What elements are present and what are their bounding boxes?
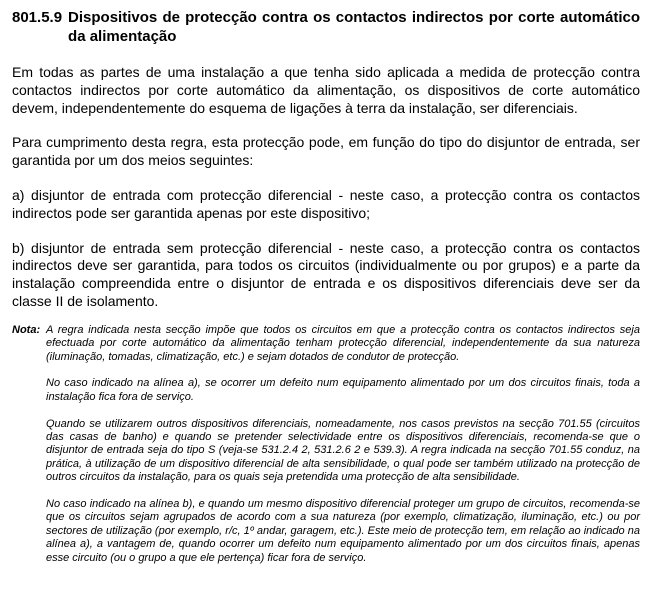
list-item-b: b) disjuntor de entrada sem protecção diferencial - neste caso, a protecção contra os contactos indirectos deve ser garantida, para todos os circuitos (individualmente ou por grupos) e a parte da instalação compreendida entre o disjuntor de entrada e os dispositivos diferenciais deve ser da classe II de isolamento.: [12, 239, 640, 309]
section-number: 801.5.9: [12, 9, 63, 26]
note-paragraph: Quando se utilizarem outros dispositivos diferenciais, nomeadamente, nos casos previstos na secção 701.55 (circuitos das casas de banho) e quando se pretender selectividade entre os dispositivos diferenciais, recomenda-se que o disjuntor de entrada seja do tipo S (veja-se 531.2.4 2, 531.2.6 2 e 539.3). A regra indicada na secção 701.55 conduz, na prática, à utilização de um dispositivo diferencial de alta sensibilidade, o qual pode ser também utilizado na protecção de outros circuitos da instalação, para os quais seja pretendida uma protecção de alta sensibilidade.: [46, 417, 640, 484]
note-paragraph: No caso indicado na alínea b), e quando um mesmo dispositivo diferencial proteger um grupo de circuitos, recomenda-se que os circuitos sejam agrupados de acordo com a sua natureza (por exemplo, climatização, iluminação, etc.) ou por sectores de utilização (por exemplo, r/c, 1º andar, garagem, etc.). Este meio de protecção tem, em relação ao indicado na alínea a), a vantagem de, quando ocorrer um defeito num equipamento alimentado por um dos circuitos finais, apenas esse circuito (ou o grupo a que ele pertença) ficar fora de serviço.: [46, 498, 640, 564]
section-title: Dispositivos de protecção contra os contactos indirectos por corte automático da alimentação: [68, 9, 640, 45]
note-block: [12, 324, 640, 565]
note-paragraph: No caso indicado na alínea a), se ocorrer um defeito num equipamento alimentado por um dos circuitos finais, toda a instalação fica fora de serviço.: [46, 377, 640, 403]
body-paragraph: Em todas as partes de uma instalação a que tenha sido aplicada a medida de protecção contra contactos indirectos por corte automático da alimentação, os dispositivos de corte automático devem, independentemente do esquema de ligações à terra da instalação, ser diferenciais.: [12, 64, 640, 116]
list-item-a: a) disjuntor de entrada com protecção diferencial - neste caso, a protecção contra os contactos indirectos pode ser garantida apenas por este dispositivo;: [12, 186, 640, 221]
section-heading: [12, 8, 640, 46]
note-body: [46, 324, 640, 565]
document-page: [12, 8, 640, 565]
note-paragraph: A regra indicada nesta secção impõe que todos os circuitos em que a protecção contra os contactos indirectos seja efectuada por corte automático da alimentação tenham protecção diferencial, independentemente da sua natureza (iluminação, tomadas, climatização, etc.) e sejam dotados de condutor de protecção.: [46, 323, 640, 363]
note-label: Nota:: [12, 323, 41, 336]
body-paragraph: Para cumprimento desta regra, esta protecção pode, em função do tipo do disjuntor de entrada, ser garantida por um dos meios seguintes:: [12, 134, 640, 169]
